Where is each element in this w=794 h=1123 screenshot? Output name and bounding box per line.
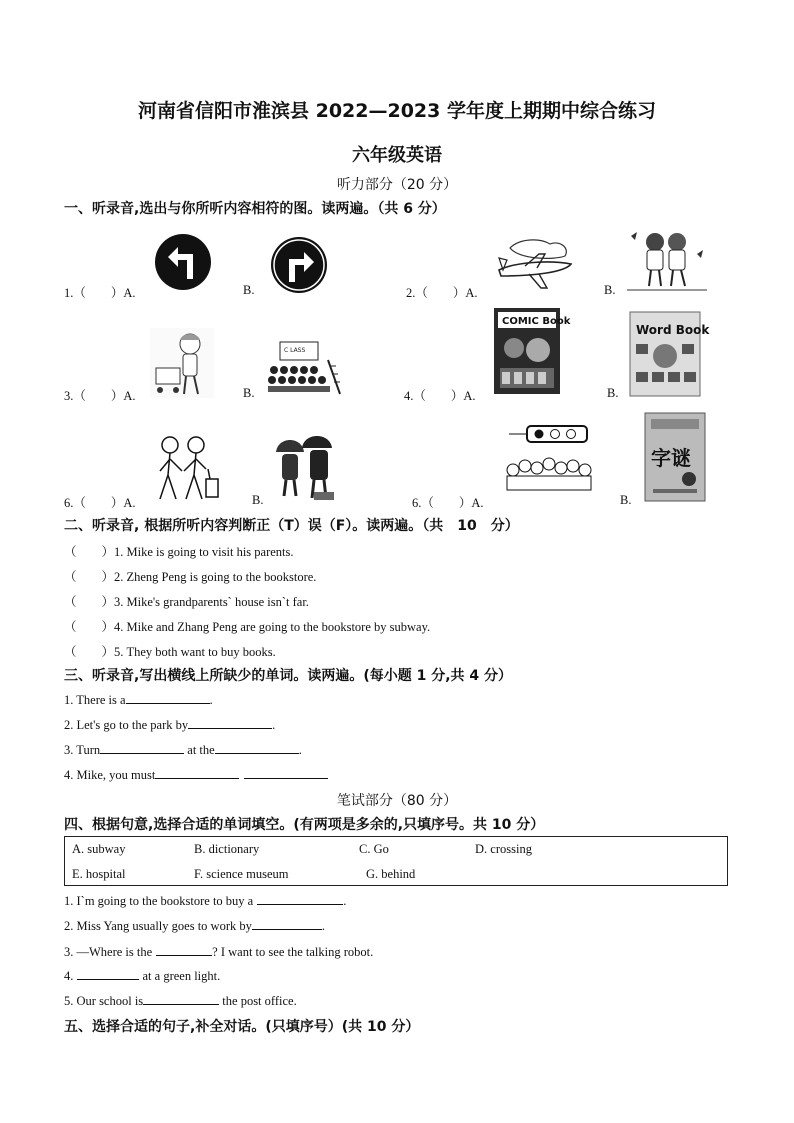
select-item-2: [64, 917, 325, 934]
section3-heading: 三、听录音,写出横线上所缺少的单词。读两遍。(每小题 1 分,共 4 分）: [64, 668, 513, 684]
word-option-a: A. subway: [72, 842, 126, 856]
riddle-book-title: 字谜: [651, 446, 691, 470]
svg-text:C LASS: C LASS: [284, 347, 306, 354]
section1-heading: 一、听录音,选出与你所听内容相符的图。读两遍。（共 6 分）: [64, 201, 446, 217]
comic-book-title: COMIC Book: [502, 316, 571, 327]
judge-item-3: （ ）3. Mike's grandparents` house isn`t far.: [64, 595, 309, 609]
q3-label: 3.（ ）A.: [64, 389, 136, 403]
walking-couple-image: [152, 435, 224, 503]
word-option-e: E. hospital: [72, 867, 126, 881]
fill-item-2: [64, 716, 275, 733]
answer-blank[interactable]: [100, 741, 184, 754]
section5-heading: 五、选择合适的句子,补全对话。(只填序号）(共 10 分）: [64, 1019, 420, 1035]
judge-item-5: （ ）5. They both want to buy books.: [64, 645, 276, 659]
answer-blank[interactable]: [155, 766, 239, 779]
q5-label: 6.（ ）A.: [64, 496, 136, 510]
select-item-4-text: 4.: [64, 969, 74, 983]
judge-item-2: （ ）2. Zheng Peng is going to the bookstore.: [64, 570, 317, 584]
answer-blank[interactable]: [215, 741, 299, 754]
word-option-c: C. Go: [359, 842, 389, 856]
fill-item-1-end: .: [209, 693, 213, 707]
select-item-4: [64, 967, 220, 984]
airplane-image: [495, 236, 575, 291]
answer-blank[interactable]: [252, 917, 322, 930]
q4-b-label: B.: [607, 386, 619, 400]
page-subtitle: 六年级英语: [352, 145, 442, 166]
written-header: 笔试部分（80 分）: [336, 793, 458, 809]
q1-label: 1.（ ）A.: [64, 286, 136, 300]
select-item-5-end: the post office.: [219, 994, 297, 1008]
q4-label: 4.（ ）A.: [404, 389, 476, 403]
answer-blank[interactable]: [126, 691, 210, 704]
children-walking-image: [627, 228, 707, 292]
riddle-book-image: [645, 413, 705, 501]
turn-right-sign-image: [270, 236, 328, 294]
q5-b-label: B.: [252, 493, 264, 507]
q1-b-label: B.: [243, 283, 255, 297]
q6-b-label: B.: [620, 493, 632, 507]
select-item-5-text: 5. Our school is: [64, 994, 144, 1008]
page-title: 河南省信阳市淮滨县 2022—2023 学年度上期期中综合练习: [138, 100, 656, 122]
word-option-g: G. behind: [366, 867, 416, 881]
word-book-title: Word Book: [636, 323, 710, 337]
answer-blank[interactable]: [257, 892, 343, 905]
select-item-1-text: 1. I`m going to the bookstore to buy a: [64, 894, 254, 908]
answer-blank[interactable]: [156, 943, 212, 956]
fill-item-3: [64, 741, 302, 758]
classroom-image: [266, 340, 342, 396]
kids-umbrellas-image: [272, 432, 336, 502]
fill-item-2-end: .: [272, 718, 276, 732]
word-option-b: B. dictionary: [194, 842, 260, 856]
q6-label: 6.（ ）A.: [412, 496, 484, 510]
section2-heading: 二、听录音, 根据所听内容判断正（T）误（F）。读两遍。（共 10 分）: [64, 518, 519, 534]
fill-item-3-end: .: [298, 743, 302, 757]
answer-blank[interactable]: [143, 992, 219, 1005]
fill-item-4-text: 4. Mike, you must: [64, 768, 156, 782]
word-book-image: [630, 312, 710, 396]
listening-header: 听力部分（20 分）: [336, 177, 458, 193]
fill-item-1: [64, 691, 213, 708]
fill-item-3-text: 3. Turn: [64, 743, 101, 757]
select-item-3-end: ? I want to see the talking robot.: [212, 945, 374, 959]
answer-blank[interactable]: [244, 766, 328, 779]
q2-label: 2.（ ）A.: [406, 286, 478, 300]
comic-book-image: [494, 308, 571, 394]
answer-blank[interactable]: [188, 716, 272, 729]
fill-item-3-mid: at the: [184, 743, 215, 757]
word-option-d: D. crossing: [475, 842, 532, 856]
turn-left-sign-image: [154, 233, 212, 291]
select-item-1-end: .: [343, 894, 347, 908]
q2-b-label: B.: [604, 283, 616, 297]
section4-heading: 四、根据句意,选择合适的单词填空。(有两项是多余的,只填序号。共 10 分）: [64, 817, 545, 833]
select-item-2-text: 2. Miss Yang usually goes to work by: [64, 919, 252, 933]
q3-b-label: B.: [243, 386, 255, 400]
select-item-3: [64, 943, 373, 960]
judge-item-1: （ ）1. Mike is going to visit his parents.: [64, 545, 294, 559]
girl-shopping-cart-image: [150, 328, 214, 398]
fill-item-2-text: 2. Let's go to the park by: [64, 718, 189, 732]
word-option-f: F. science museum: [194, 867, 289, 881]
select-item-5: [64, 992, 297, 1009]
judge-item-4: （ ）4. Mike and Zhang Peng are going to the bookstore by subway.: [64, 620, 431, 634]
select-item-1: [64, 892, 346, 909]
fill-item-4: [64, 766, 328, 783]
select-item-4-end: at a green light.: [139, 969, 221, 983]
answer-blank[interactable]: [77, 967, 139, 980]
traffic-light-crowd-image: [503, 420, 593, 498]
select-item-3-text: 3. —Where is the: [64, 945, 153, 959]
select-item-2-end: .: [321, 919, 325, 933]
fill-item-1-text: 1. There is a: [64, 693, 126, 707]
